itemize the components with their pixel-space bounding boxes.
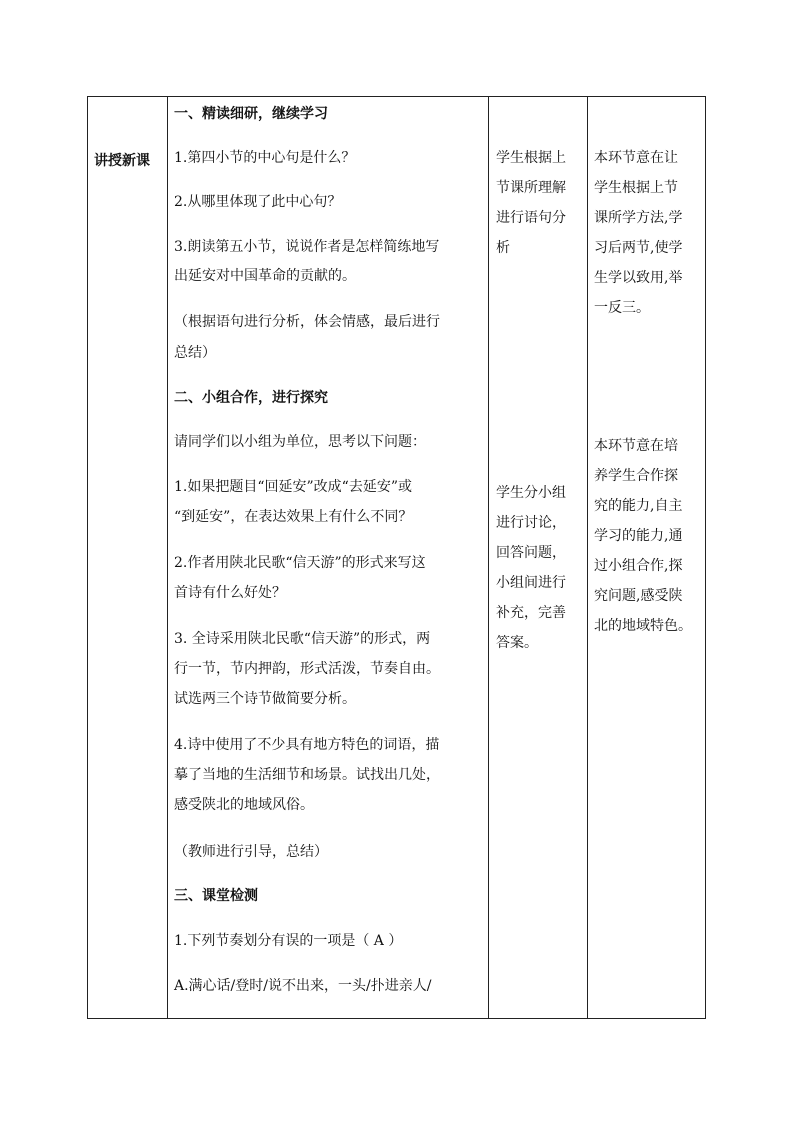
student-activity-2-line: 补充，完善 bbox=[496, 605, 566, 621]
stage-label: 讲授新课 bbox=[94, 153, 150, 169]
design-intent-2-line: 北的地域特色。 bbox=[594, 618, 692, 634]
s1-question-3-line-1: 3.朗读第五小节，说说作者是怎样简练地写 bbox=[174, 239, 440, 255]
design-intent-1-line: 本环节意在让 bbox=[594, 150, 678, 166]
s3-question-1: 1.下列节奏划分有误的一项是（ A ） bbox=[174, 933, 403, 949]
design-intent-1-line: 生学以致用,举 bbox=[594, 270, 683, 286]
design-intent-2-line: 养学生合作探 bbox=[594, 468, 678, 484]
design-intent-2-line: 学习的能力,通 bbox=[594, 528, 683, 544]
student-activity-1-line: 节课所理解 bbox=[496, 180, 566, 196]
s2-intro: 请同学们以小组为单位，思考以下问题： bbox=[174, 434, 426, 450]
s2-note: （教师进行引导，总结） bbox=[174, 844, 328, 860]
s1-question-1: 1.第四小节的中心句是什么？ bbox=[174, 150, 356, 166]
student-activity-2-line: 回答问题， bbox=[496, 545, 566, 561]
column-divider-3 bbox=[587, 97, 588, 1018]
design-intent-2 bbox=[594, 431, 704, 641]
student-activity-2-line: 进行讨论， bbox=[496, 515, 566, 531]
student-activity-2-line: 学生分小组 bbox=[496, 485, 566, 501]
s2-question-4-line-1: 4.诗中使用了不少具有地方特色的词语，描 bbox=[174, 737, 440, 753]
design-intent-1-line: 课所学方法,学 bbox=[594, 210, 683, 226]
design-intent-2-line: 本环节意在培 bbox=[594, 438, 678, 454]
s2-question-1-line-1: 1.如果把题目“回延安”改成“去延安”或 bbox=[174, 479, 412, 495]
design-intent-1-line: 习后两节,使学 bbox=[594, 240, 683, 256]
s1-question-2: 2.从哪里体现了此中心句？ bbox=[174, 194, 342, 210]
s2-question-4-line-3: 感受陕北的地域风俗。 bbox=[174, 797, 314, 813]
student-activity-1-line: 进行语句分 bbox=[496, 210, 566, 226]
s1-note-line-1: （根据语句进行分析，体会情感，最后进行 bbox=[174, 314, 440, 330]
s3-option-a: A.满心话/登时/说不出来，一头/扑进亲人/ bbox=[174, 978, 432, 994]
s1-question-3-line-2: 出延安对中国革命的贡献的。 bbox=[174, 268, 356, 284]
s2-question-3-line-2: 行一节，节内押韵，形式活泼，节奏自由。 bbox=[174, 661, 440, 677]
s2-question-4-line-2: 摹了当地的生活细节和场景。试找出几处， bbox=[174, 767, 440, 783]
section-3-title: 三、课堂检测 bbox=[174, 888, 258, 904]
lesson-table bbox=[87, 96, 706, 1019]
column-divider-2 bbox=[488, 97, 489, 1018]
s1-note-line-2: 总结） bbox=[174, 345, 216, 361]
student-activity-1-line: 学生根据上 bbox=[496, 150, 566, 166]
design-intent-1 bbox=[594, 143, 704, 323]
section-2-title: 二、小组合作，进行探究 bbox=[174, 390, 328, 406]
s2-question-2-line-1: 2.作者用陕北民歌“信天游”的形式来写这 bbox=[174, 555, 426, 571]
s2-question-3-line-3: 试选两三个诗节做简要分析。 bbox=[174, 691, 356, 707]
student-activity-1 bbox=[496, 143, 586, 263]
design-intent-1-line: 一反三。 bbox=[594, 300, 650, 316]
column-divider-1 bbox=[167, 97, 168, 1018]
student-activity-2-line: 小组间进行 bbox=[496, 575, 566, 591]
design-intent-2-line: 过小组合作,探 bbox=[594, 558, 683, 574]
s2-question-3-line-1: 3. 全诗采用陕北民歌“信天游”的形式，两 bbox=[174, 631, 431, 647]
section-1-title: 一、精读细研，继续学习 bbox=[174, 106, 328, 122]
s2-question-2-line-2: 首诗有什么好处？ bbox=[174, 585, 286, 601]
design-intent-1-line: 学生根据上节 bbox=[594, 180, 678, 196]
design-intent-2-line: 究问题,感受陕 bbox=[594, 588, 683, 604]
student-activity-1-line: 析 bbox=[496, 240, 510, 256]
s2-question-1-line-2: “到延安”，在表达效果上有什么不同？ bbox=[174, 509, 413, 525]
student-activity-2 bbox=[496, 478, 586, 658]
student-activity-2-line: 答案。 bbox=[496, 635, 538, 651]
design-intent-2-line: 究的能力,自主 bbox=[594, 498, 683, 514]
